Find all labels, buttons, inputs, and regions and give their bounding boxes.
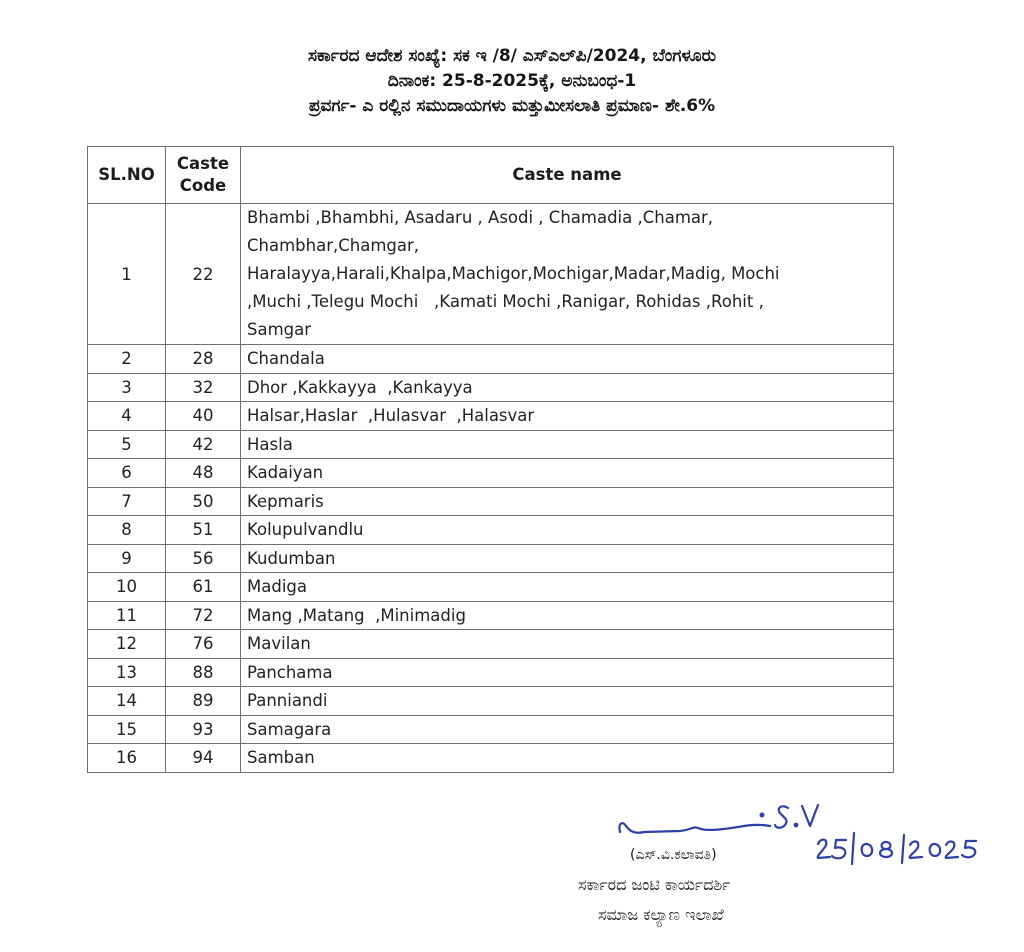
- caste-name-cell: Panniandi: [241, 687, 894, 716]
- sl-no-header: SL.NO: [88, 147, 166, 204]
- table-row: [88, 715, 894, 744]
- caste-name-cell: Chandala: [241, 345, 894, 374]
- caste-code-cell: 22: [166, 204, 241, 345]
- caste-name-cell: Halsar,Haslar ,Hulasvar ,Halasvar: [241, 402, 894, 431]
- table-row: [88, 573, 894, 602]
- caste-name-cell: Madiga: [241, 573, 894, 602]
- caste-name-cell: Mavilan: [241, 630, 894, 659]
- caste-code-cell: 89: [166, 687, 241, 716]
- caste-name-cell: Kadaiyan: [241, 459, 894, 488]
- table-row: [88, 601, 894, 630]
- table-row: [88, 630, 894, 659]
- signatory-name: (ಎಸ್.ವಿ.ಕಲಾವತಿ): [630, 847, 717, 863]
- sl-no-cell: 11: [88, 601, 166, 630]
- sl-no-cell: 9: [88, 544, 166, 573]
- sl-no-cell: 1: [88, 204, 166, 345]
- table-header-row: [88, 147, 894, 204]
- table-row: [88, 402, 894, 431]
- sl-no-cell: 3: [88, 373, 166, 402]
- sl-no-cell: 14: [88, 687, 166, 716]
- table-row: [88, 687, 894, 716]
- table-row: [88, 373, 894, 402]
- table-row: [88, 516, 894, 545]
- category-reservation-line: ಪ್ರವರ್ಗ- ಎ ರಲ್ಲಿನ ಸಮುದಾಯಗಳು ಮತ್ತುಮೀಸಲಾತಿ ಪ್ರಮಾಣ- ಶೇ.6%: [308, 96, 716, 116]
- caste-name-cell: Samagara: [241, 715, 894, 744]
- table-row: [88, 345, 894, 374]
- caste-code-cell: 28: [166, 345, 241, 374]
- sl-no-cell: 6: [88, 459, 166, 488]
- sl-no-cell: 2: [88, 345, 166, 374]
- caste-code-cell: 88: [166, 658, 241, 687]
- table-row: [88, 658, 894, 687]
- caste-name-cell: Kepmaris: [241, 487, 894, 516]
- caste-code-cell: 72: [166, 601, 241, 630]
- sl-no-cell: 7: [88, 487, 166, 516]
- signatory-department: ಸಮಾಜ ಕಲ್ಯಾಣ ಇಲಾಖೆ: [598, 905, 724, 924]
- caste-code-cell: 51: [166, 516, 241, 545]
- caste-table: [87, 146, 894, 773]
- caste-name-cell: Kolupulvandlu: [241, 516, 894, 545]
- table-row: [88, 459, 894, 488]
- caste-code-cell: 61: [166, 573, 241, 602]
- order-header: [0, 44, 1024, 119]
- table-row: [88, 744, 894, 773]
- table-row: [88, 487, 894, 516]
- signatory-title-block: [578, 870, 731, 930]
- sl-no-cell: 12: [88, 630, 166, 659]
- sl-no-cell: 4: [88, 402, 166, 431]
- order-date-line: ದಿನಾಂಕ: 25-8-2025ಕ್ಕೆ, ಅನುಬಂಧ-1: [387, 71, 637, 91]
- sl-no-cell: 8: [88, 516, 166, 545]
- caste-code-cell: 56: [166, 544, 241, 573]
- caste-code-cell: 32: [166, 373, 241, 402]
- caste-code-cell: 48: [166, 459, 241, 488]
- table-row: [88, 204, 894, 345]
- sl-no-cell: 10: [88, 573, 166, 602]
- caste-name-cell: Mang ,Matang ,Minimadig: [241, 601, 894, 630]
- caste-name-cell: Panchama: [241, 658, 894, 687]
- table-row: [88, 544, 894, 573]
- caste-name-cell: Bhambi ,Bhambhi, Asadaru , Asodi , Chamadia ,Chamar, Chambhar,Chamgar, Haralayya,Harali,Khalpa,Machigor,Mochigar,Madar,Madig, Mochi ,Muchi ,Telegu Mochi ,Kamati Mochi ,Ranigar, Rohidas ,Rohit , Samgar: [241, 204, 894, 345]
- caste-code-cell: 76: [166, 630, 241, 659]
- caste-name-cell: Hasla: [241, 430, 894, 459]
- caste-code-cell: 94: [166, 744, 241, 773]
- caste-code-cell: 93: [166, 715, 241, 744]
- sl-no-cell: 13: [88, 658, 166, 687]
- caste-code-header-line2: Code: [179, 176, 227, 195]
- caste-code-cell: 40: [166, 402, 241, 431]
- sl-no-cell: 5: [88, 430, 166, 459]
- caste-code-header: [166, 147, 241, 204]
- sl-no-cell: 15: [88, 715, 166, 744]
- caste-code-header-line1: Caste: [176, 154, 230, 173]
- caste-name-cell: Dhor ,Kakkayya ,Kankayya: [241, 373, 894, 402]
- caste-name-cell: Kudumban: [241, 544, 894, 573]
- order-number-line: ಸರ್ಕಾರದ ಆದೇಶ ಸಂಖ್ಯೆ: ಸಕ ಇ /8/ ಎಸ್‌ಎಲ್‌ಪಿ/2024, ಬೆಂಗಳೂರು: [308, 46, 716, 66]
- signatory-designation: ಸರ್ಕಾರದ ಜಂಟಿ ಕಾರ್ಯದರ್ಶಿ: [578, 875, 731, 894]
- caste-name-cell: Samban: [241, 744, 894, 773]
- caste-code-cell: 42: [166, 430, 241, 459]
- sl-no-cell: 16: [88, 744, 166, 773]
- caste-name-header: Caste name: [241, 147, 894, 204]
- table-row: [88, 430, 894, 459]
- caste-code-cell: 50: [166, 487, 241, 516]
